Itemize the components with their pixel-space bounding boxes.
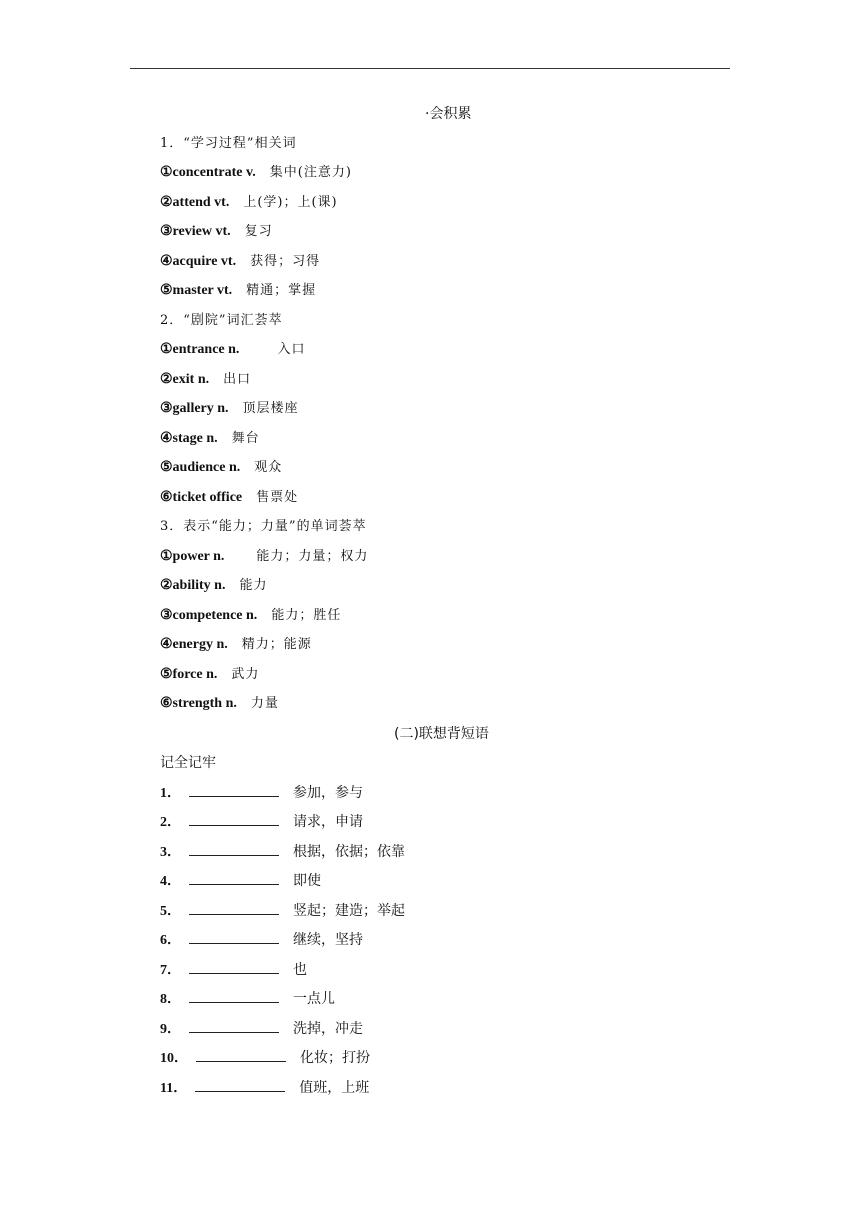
section-1-header: 1．“学习过程”相关词 (160, 136, 297, 151)
vocab-term: ②exit n. (160, 372, 210, 387)
vocab-term: ②ability n. (160, 578, 226, 593)
phrase-number: 8． (160, 992, 181, 1007)
vocab-meaning: 顶层楼座 (242, 401, 299, 416)
phrase-number: 7． (160, 963, 181, 978)
answer-blank[interactable] (189, 931, 279, 944)
vocab-term: ④stage n. (160, 431, 218, 446)
vocab-meaning: 获得；习得 (250, 254, 321, 269)
answer-blank[interactable] (189, 1020, 279, 1033)
phrase-number: 4． (160, 874, 181, 889)
vocab-item (160, 548, 368, 566)
answer-blank[interactable] (195, 1079, 285, 1092)
phrases-subheading: 记全记牢 (160, 755, 216, 771)
vocab-item (160, 282, 316, 300)
phrase-item (160, 902, 405, 921)
vocab-term: ①entrance n. (160, 342, 240, 357)
vocab-item (160, 341, 305, 359)
phrase-meaning: 洗掉，冲走 (293, 1021, 363, 1037)
vocab-meaning: 能力；力量；权力 (256, 549, 369, 564)
vocab-meaning: 能力 (239, 578, 268, 593)
vocab-meaning: 出口 (223, 372, 252, 387)
vocab-meaning: 复习 (244, 224, 273, 239)
vocab-item (160, 607, 341, 625)
vocab-item (160, 223, 273, 241)
phrase-meaning: 参加，参与 (293, 785, 363, 801)
phrase-meaning: 即使 (293, 873, 321, 889)
answer-blank[interactable] (189, 784, 279, 797)
vocab-meaning: 集中(注意力) (269, 165, 352, 180)
answer-blank[interactable] (189, 902, 279, 915)
vocab-term: ⑤force n. (160, 667, 218, 682)
answer-blank[interactable] (189, 872, 279, 885)
vocab-item (160, 400, 299, 418)
phrase-item (160, 1049, 370, 1068)
phrase-item (160, 1020, 363, 1039)
phrase-meaning: 值班，上班 (299, 1080, 370, 1096)
vocab-meaning: 上(学)；上(课) (243, 195, 338, 210)
phrase-number: 11． (160, 1081, 188, 1096)
phrase-number: 1． (160, 786, 181, 801)
phrase-number: 5． (160, 904, 181, 919)
vocab-term: ②attend vt. (160, 195, 230, 210)
vocab-meaning: 力量 (250, 696, 279, 711)
vocab-item (160, 253, 320, 271)
phrase-meaning: 也 (293, 962, 307, 978)
phrase-number: 10． (160, 1051, 188, 1066)
vocab-term: ③review vt. (160, 224, 231, 239)
vocab-meaning: 能力；胜任 (271, 608, 342, 623)
vocab-term: ③gallery n. (160, 401, 229, 416)
vocab-meaning: 入口 (277, 342, 306, 357)
answer-blank[interactable] (196, 1049, 286, 1062)
vocab-item (160, 666, 259, 684)
phrase-item (160, 990, 335, 1009)
phrase-meaning: 根据，依据；依靠 (293, 844, 405, 860)
phrase-item (160, 813, 363, 832)
vocab-term: ⑤master vt. (160, 283, 233, 298)
phrase-meaning: 竖起；建造；举起 (293, 903, 405, 919)
vocab-term: ④acquire vt. (160, 254, 237, 269)
answer-blank[interactable] (189, 990, 279, 1003)
vocab-term: ①concentrate v. (160, 165, 256, 180)
header-rule (130, 68, 730, 69)
phrase-number: 6． (160, 933, 181, 948)
vocab-term: ①power n. (160, 549, 225, 564)
answer-blank[interactable] (189, 813, 279, 826)
vocab-item (160, 371, 251, 389)
vocab-item (160, 459, 282, 477)
section-2-header: 2．“剧院”词汇荟萃 (160, 313, 283, 328)
phrase-number: 2． (160, 815, 181, 830)
vocab-item (160, 164, 352, 182)
phrase-item (160, 961, 307, 980)
phrase-meaning: 一点儿 (293, 991, 335, 1007)
phrase-meaning: 请求，申请 (293, 814, 363, 830)
phrase-item (160, 931, 363, 950)
answer-blank[interactable] (189, 843, 279, 856)
vocab-meaning: 精通；掌握 (246, 283, 317, 298)
vocab-item (160, 695, 279, 713)
vocab-meaning: 观众 (254, 460, 283, 475)
phrase-number: 3． (160, 845, 181, 860)
answer-blank[interactable] (189, 961, 279, 974)
vocab-item (160, 636, 312, 654)
phrases-heading: (二)联想背短语 (394, 726, 489, 742)
vocab-meaning: 舞台 (231, 431, 260, 446)
phrase-number: 9． (160, 1022, 181, 1037)
vocab-item (160, 194, 338, 212)
phrase-item (160, 784, 363, 803)
phrase-item (160, 1079, 369, 1098)
vocab-meaning: 售票处 (256, 490, 299, 505)
phrase-item (160, 872, 321, 891)
vocab-term: ③competence n. (160, 608, 258, 623)
vocab-item (160, 489, 298, 507)
vocab-meaning: 武力 (231, 667, 260, 682)
phrase-meaning: 化妆；打扮 (300, 1050, 370, 1066)
vocab-meaning: 精力；能源 (241, 637, 312, 652)
phrase-meaning: 继续，坚持 (293, 932, 363, 948)
vocab-item (160, 430, 260, 448)
vocab-term: ⑥strength n. (160, 696, 237, 711)
vocab-term: ⑥ticket office (160, 490, 243, 505)
section-title: ·会积累 (425, 106, 472, 122)
vocab-term: ⑤audience n. (160, 460, 241, 475)
vocab-item (160, 577, 267, 595)
section-3-header: 3．表示“能力；力量”的单词荟萃 (160, 519, 367, 534)
phrase-item (160, 843, 405, 862)
vocab-term: ④energy n. (160, 637, 228, 652)
